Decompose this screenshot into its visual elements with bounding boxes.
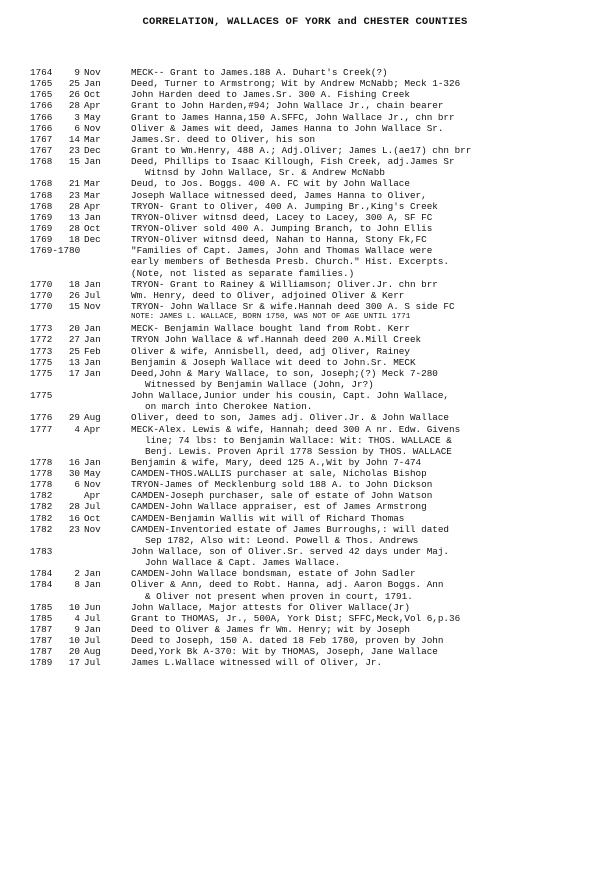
- entry-text: Joseph Wallace witnessed deed, James Hanna to Oliver,: [131, 189, 427, 201]
- entry-year: 1775: [30, 356, 53, 368]
- entry-month: Aug: [84, 412, 101, 424]
- entry-day: 4: [74, 423, 80, 435]
- chronology-entry: [0, 156, 610, 178]
- entry-year: 1787: [30, 635, 53, 647]
- entry-line: [0, 67, 610, 78]
- page-title: CORRELATION, WALLACES OF YORK and CHESTER COUNTIES: [142, 16, 468, 28]
- note-entry: [0, 312, 610, 323]
- note-text: NOTE: JAMES L. WALLACE, BORN 1750, WAS NOT OF AGE UNTIL 1771: [131, 313, 411, 322]
- entry-month: Jan: [84, 456, 101, 468]
- entry-line: [0, 178, 610, 189]
- chronology-entry: [0, 201, 610, 212]
- entry-day: 25: [68, 78, 80, 90]
- chronology-entry: [0, 513, 610, 524]
- entry-text: TRYON- Grant to Oliver, 400 A. Jumping Br.,King's Creek: [131, 200, 438, 212]
- entry-month: May: [84, 111, 101, 123]
- entry-month: Apr: [84, 490, 101, 502]
- entry-day: 28: [68, 100, 80, 112]
- entry-text: Benjamin & Joseph Wallace wit deed to John.Sr. MECK: [131, 356, 416, 368]
- entry-line: [0, 212, 610, 223]
- entry-text: TRYON John Wallace & wf.Hannah deed 200 A.Mill Creek: [131, 334, 422, 346]
- entry-text: TRYON-Oliver witnsd deed, Nahan to Hanna, Stony Fk,FC: [131, 234, 427, 246]
- entry-text: Deed to Joseph, 150 A. dated 18 Feb 1780, proven by John: [131, 635, 444, 647]
- entry-year: 1787: [30, 646, 53, 658]
- entry-month: Apr: [84, 423, 101, 435]
- entry-text: CAMDEN-Inventoried estate of James Burroughs,: will dated: [131, 523, 450, 535]
- entry-text: Oliver & wife, Annisbell, deed, adj Oliver, Rainey: [131, 345, 410, 357]
- entry-line: [0, 624, 610, 635]
- chronology-entry: [0, 479, 610, 490]
- entry-day: 20: [68, 323, 80, 335]
- chronology-entry: [0, 245, 610, 278]
- entry-text: Oliver & James wit deed, James Hanna to John Wallace Sr.: [131, 122, 444, 134]
- entry-text: MECK- Benjamin Wallace bought land from Robt. Kerr: [131, 323, 410, 335]
- entry-line: [0, 145, 610, 156]
- entry-text: CAMDEN-John Wallace bondsman, estate of John Sadler: [131, 568, 416, 580]
- entry-month: Nov: [84, 300, 101, 312]
- entry-line: [0, 568, 610, 579]
- entry-year: 1768: [30, 189, 53, 201]
- entry-day: 13: [68, 356, 80, 368]
- entry-year: 1767: [30, 133, 53, 145]
- entry-month: Jan: [84, 323, 101, 335]
- entry-year: 1768: [30, 156, 53, 168]
- entry-month: Oct: [84, 512, 101, 524]
- entry-line: [0, 301, 610, 312]
- entry-text: Deed,York Bk A-370: Wit by THOMAS, Joseph, Jane Wallace: [131, 646, 438, 658]
- entry-year: 1768: [30, 178, 53, 190]
- entry-year: 1765: [30, 78, 53, 90]
- entry-day: 27: [68, 334, 80, 346]
- entry-line: [0, 346, 610, 357]
- entry-line: [0, 123, 610, 134]
- entry-month: Nov: [84, 523, 101, 535]
- entry-text: CAMDEN-Benjamin Wallis wit will of Richard Thomas: [131, 512, 405, 524]
- entry-text: TRYON-Oliver sold 400 A. Jumping Branch, to John Ellis: [131, 222, 433, 234]
- entry-text: James.Sr. deed to Oliver, his son: [131, 133, 316, 145]
- entry-line: [0, 513, 610, 524]
- entry-day: 23: [68, 523, 80, 535]
- entry-line: [0, 602, 610, 613]
- entry-text: early members of Bethesda Presb. Church." Hist. Excerpts.: [131, 256, 450, 268]
- entry-line: [0, 334, 610, 345]
- entry-day: 3: [74, 111, 80, 123]
- chronology-entry: [0, 346, 610, 357]
- entry-text: Oliver & Ann, deed to Robt. Hanna, adj. Aaron Boggs. Ann: [131, 579, 444, 591]
- entry-year: 1785: [30, 601, 53, 613]
- entry-day: 21: [68, 178, 80, 190]
- entry-year: 1784: [30, 568, 53, 580]
- entry-line: [0, 100, 610, 111]
- entry-text: Sep 1782, Also wit: Leond. Powell & Thos. Andrews: [145, 534, 419, 546]
- entry-text: MECK-Alex. Lewis & wife, Hannah; deed 300 A nr. Edw. Givens: [131, 423, 461, 435]
- entry-text: MECK-- Grant to James.188 A. Duhart's Creek(?): [131, 67, 388, 78]
- entry-day: 20: [68, 646, 80, 658]
- chronology-entry: [0, 290, 610, 301]
- chronology-entry: [0, 234, 610, 245]
- entry-year: 1778: [30, 468, 53, 480]
- entry-day: 10: [68, 635, 80, 647]
- entry-year: 1778: [30, 456, 53, 468]
- entry-text: CAMDEN-THOS.WALLIS purchaser at sale, Nicholas Bishop: [131, 468, 427, 480]
- entry-text: Deed to Oliver & James fr Wm. Henry; wit by Joseph: [131, 624, 410, 636]
- entry-line: [0, 323, 610, 334]
- entry-line: [0, 156, 610, 167]
- chronology-entry: [0, 334, 610, 345]
- entry-text: & Oliver not present when proven in court, 1791.: [145, 590, 413, 602]
- entry-line: [0, 112, 610, 123]
- entry-day: 13: [68, 211, 80, 223]
- entry-month: Aug: [84, 646, 101, 658]
- entry-text: (Note, not listed as separate families.): [131, 267, 355, 279]
- entry-text: Grant to Wm.Henry, 488 A.; Adj.Oliver; James L.(ae17) chn brr: [131, 144, 472, 156]
- entry-year: 1768: [30, 200, 53, 212]
- entry-day: 9: [74, 67, 80, 78]
- entry-month: Jul: [84, 612, 101, 624]
- chronology-entry: [0, 524, 610, 546]
- chronology-entry: [0, 490, 610, 501]
- entry-month: Jan: [84, 356, 101, 368]
- entry-text: Deed,John & Mary Wallace, to son, Joseph;(?) Meck 7-280: [131, 367, 438, 379]
- entry-month: Oct: [84, 222, 101, 234]
- entry-day: 10: [68, 601, 80, 613]
- chronology-entry: [0, 112, 610, 123]
- chronology-entry: [0, 301, 610, 312]
- entry-year: 1785: [30, 612, 53, 624]
- entry-day: 6: [74, 122, 80, 134]
- entry-text: John Wallace,Junior under his cousin, Capt. John Wallace,: [131, 390, 450, 402]
- chronology-entry: [0, 67, 610, 78]
- entry-day: 15: [68, 300, 80, 312]
- entry-day: 6: [74, 479, 80, 491]
- entry-day: 17: [68, 657, 80, 669]
- entry-day: 28: [68, 222, 80, 234]
- entry-line: [0, 290, 610, 301]
- entry-month: Jan: [84, 278, 101, 290]
- entry-month: Mar: [84, 189, 101, 201]
- entry-year: 1765: [30, 89, 53, 101]
- entry-year: 1789: [30, 657, 53, 669]
- entry-line: [0, 546, 610, 557]
- entry-year: 1773: [30, 323, 53, 335]
- entry-year: 1787: [30, 624, 53, 636]
- entry-year: 1783: [30, 546, 53, 558]
- entry-month: Jan: [84, 624, 101, 636]
- entry-day: 16: [68, 456, 80, 468]
- entry-month: Jan: [84, 568, 101, 580]
- entry-text: John Wallace & Capt. James Wallace.: [145, 557, 341, 569]
- chronology-entry: [0, 212, 610, 223]
- chronology-entry: [0, 468, 610, 479]
- chronology-entry: [0, 424, 610, 457]
- entry-day: 15: [68, 156, 80, 168]
- entry-text: Benj. Lewis. Proven April 1778 Session by THOS. WALLACE: [145, 445, 452, 457]
- entry-line: [0, 557, 610, 568]
- entry-month: Jan: [84, 334, 101, 346]
- entry-text: line; 74 lbs: to Benjamin Wallace: Wit: THOS. WALLACE &: [145, 434, 452, 446]
- entry-line: [0, 357, 610, 368]
- chronology-entry: [0, 279, 610, 290]
- chronology-entry: [0, 624, 610, 635]
- entry-year: 1770: [30, 278, 53, 290]
- entry-year: 1769: [30, 211, 53, 223]
- entry-text: Grant to THOMAS, Jr., 500A, York Dist; SFFC,Meck,Vol 6,p.36: [131, 612, 461, 624]
- chronology-entry: [0, 368, 610, 390]
- entry-line: [0, 89, 610, 100]
- entry-month: Jul: [84, 635, 101, 647]
- entry-month: Apr: [84, 200, 101, 212]
- entry-line: [0, 390, 610, 401]
- chronology-entry: [0, 501, 610, 512]
- entry-line: [0, 646, 610, 657]
- entry-text: Deed, Phillips to Isaac Killough, Fish Creek, adj.James Sr: [131, 156, 455, 168]
- chronology-entry: [0, 89, 610, 100]
- entry-year: 1782: [30, 523, 53, 535]
- entry-line: [0, 457, 610, 468]
- entry-day: 2: [74, 568, 80, 580]
- entries-list: [0, 67, 610, 669]
- entry-text: Deud, to Jos. Boggs. 400 A. FC wit by John Wallace: [131, 178, 410, 190]
- entry-line: [0, 635, 610, 646]
- entry-text: Oliver, deed to son, James adj. Oliver.Jr. & John Wallace: [131, 412, 450, 424]
- entry-line: [0, 134, 610, 145]
- entry-line: [0, 490, 610, 501]
- chronology-entry: [0, 123, 610, 134]
- entry-year: 1776: [30, 412, 53, 424]
- entry-line: [0, 468, 610, 479]
- entry-day: 23: [68, 144, 80, 156]
- entry-line: [0, 535, 610, 546]
- entry-line: [0, 312, 610, 323]
- entry-month: Jun: [84, 601, 101, 613]
- entry-day: 17: [68, 367, 80, 379]
- entry-month: Jul: [84, 657, 101, 669]
- entry-year: 1766: [30, 111, 53, 123]
- entry-year: 1769-1780: [30, 245, 81, 257]
- entry-month: Nov: [84, 67, 101, 78]
- entry-line: [0, 524, 610, 535]
- entry-line: [0, 268, 610, 279]
- entry-year: 1766: [30, 100, 53, 112]
- entry-text: Grant to James Hanna,150 A.SFFC, John Wallace Jr., chn brr: [131, 111, 455, 123]
- entry-line: [0, 435, 610, 446]
- entry-year: 1767: [30, 144, 53, 156]
- entry-line: [0, 446, 610, 457]
- entry-month: Feb: [84, 345, 101, 357]
- entry-month: Mar: [84, 133, 101, 145]
- entry-month: Nov: [84, 122, 101, 134]
- entry-year: 1770: [30, 300, 53, 312]
- entry-day: 23: [68, 189, 80, 201]
- entry-month: Jan: [84, 211, 101, 223]
- entry-line: [0, 379, 610, 390]
- entry-line: [0, 256, 610, 267]
- chronology-entry: [0, 613, 610, 624]
- entry-text: James L.Wallace witnessed will of Oliver, Jr.: [131, 657, 383, 669]
- entry-text: CAMDEN-Joseph purchaser, sale of estate of John Watson: [131, 490, 433, 502]
- entry-month: Jan: [84, 156, 101, 168]
- entry-year: 1777: [30, 423, 53, 435]
- entry-text: CAMDEN-John Wallace appraiser, est of James Armstrong: [131, 501, 427, 513]
- entry-year: 1769: [30, 222, 53, 234]
- entry-line: [0, 223, 610, 234]
- entry-day: 28: [68, 200, 80, 212]
- chronology-entry: [0, 579, 610, 601]
- chronology-entry: [0, 657, 610, 668]
- chronology-entry: [0, 635, 610, 646]
- entry-line: [0, 657, 610, 668]
- entry-day: 28: [68, 501, 80, 513]
- entry-month: Jul: [84, 501, 101, 513]
- entry-month: Nov: [84, 479, 101, 491]
- entry-year: 1772: [30, 334, 53, 346]
- entry-day: 16: [68, 512, 80, 524]
- chronology-entry: [0, 546, 610, 568]
- entry-line: [0, 78, 610, 89]
- entry-day: 30: [68, 468, 80, 480]
- entry-line: [0, 591, 610, 602]
- entry-month: Jan: [84, 78, 101, 90]
- entry-month: Jul: [84, 289, 101, 301]
- entry-month: Jan: [84, 367, 101, 379]
- entry-line: [0, 412, 610, 423]
- entry-year: 1784: [30, 579, 53, 591]
- entry-text: TRYON-James of Mecklenburg sold 188 A. to John Dickson: [131, 479, 433, 491]
- entry-text: Deed, Turner to Armstrong; Wit by Andrew McNabb; Meck 1-326: [131, 78, 461, 90]
- entry-year: 1769: [30, 234, 53, 246]
- entry-month: Jan: [84, 579, 101, 591]
- entry-text: John Harden deed to James.Sr. 300 A. Fishing Creek: [131, 89, 410, 101]
- entry-line: [0, 613, 610, 624]
- entry-day: 26: [68, 89, 80, 101]
- chronology-entry: [0, 390, 610, 412]
- entry-text: John Wallace, son of Oliver.Sr. served 42 days under Maj.: [131, 546, 450, 558]
- entry-year: 1782: [30, 512, 53, 524]
- chronology-entry: [0, 457, 610, 468]
- entry-text: Grant to John Harden,#94; John Wallace Jr., chain bearer: [131, 100, 444, 112]
- entry-year: 1773: [30, 345, 53, 357]
- entry-line: [0, 579, 610, 590]
- chronology-entry: [0, 357, 610, 368]
- entry-line: [0, 190, 610, 201]
- entry-text: John Wallace, Major attests for Oliver Wallace(Jr): [131, 601, 410, 613]
- entry-line: [0, 245, 610, 256]
- entry-day: 8: [74, 579, 80, 591]
- entry-line: [0, 234, 610, 245]
- entry-line: [0, 279, 610, 290]
- entry-text: Benjamin & wife, Mary, deed 125 A.,Wit by John 7-474: [131, 456, 422, 468]
- entry-month: Apr: [84, 100, 101, 112]
- entry-line: [0, 201, 610, 212]
- entry-year: 1766: [30, 122, 53, 134]
- entry-line: [0, 501, 610, 512]
- entry-month: Dec: [84, 234, 101, 246]
- entry-text: on march into Cherokee Nation.: [145, 401, 313, 413]
- entry-line: [0, 479, 610, 490]
- entry-month: Mar: [84, 178, 101, 190]
- entry-month: Dec: [84, 144, 101, 156]
- chronology-entry: [0, 646, 610, 657]
- chronology-entry: [0, 145, 610, 156]
- entry-text: TRYON- Grant to Rainey & Williamson; Oliver.Jr. chn brr: [131, 278, 438, 290]
- chronology-entry: [0, 568, 610, 579]
- entry-month: Oct: [84, 89, 101, 101]
- entry-text: "Families of Capt. James, John and Thomas Wallace were: [131, 245, 433, 257]
- entry-text: Witnessed by Benjamin Wallace (John, Jr?): [145, 378, 374, 390]
- entry-text: TRYON- John Wallace Sr & wife.Hannah deed 300 A. S side FC: [131, 300, 455, 312]
- entry-day: 4: [74, 612, 80, 624]
- chronology-entry: [0, 190, 610, 201]
- entry-line: [0, 401, 610, 412]
- entry-year: 1778: [30, 479, 53, 491]
- entry-year: 1782: [30, 501, 53, 513]
- entry-text: Witnsd by John Wallace, Sr. & Andrew McNabb: [145, 167, 385, 179]
- chronology-entry: [0, 223, 610, 234]
- entry-month: May: [84, 468, 101, 480]
- entry-year: 1764: [30, 67, 53, 78]
- chronology-entry: [0, 323, 610, 334]
- entry-day: 18: [68, 234, 80, 246]
- chronology-entry: [0, 178, 610, 189]
- entry-year: 1782: [30, 490, 53, 502]
- entry-line: [0, 424, 610, 435]
- entry-year: 1775: [30, 390, 53, 402]
- chronology-entry: [0, 78, 610, 89]
- entry-day: 9: [74, 624, 80, 636]
- chronology-entry: [0, 412, 610, 423]
- entry-line: [0, 167, 610, 178]
- entry-text: TRYON-Oliver witnsd deed, Lacey to Lacey, 300 A, SF FC: [131, 211, 433, 223]
- chronology-entry: [0, 602, 610, 613]
- entry-year: 1770: [30, 289, 53, 301]
- entry-day: 25: [68, 345, 80, 357]
- entry-day: 14: [68, 133, 80, 145]
- entry-day: 18: [68, 278, 80, 290]
- entry-text: Wm. Henry, deed to Oliver, adjoined Oliver & Kerr: [131, 289, 405, 301]
- entry-day: 29: [68, 412, 80, 424]
- entry-year: 1775: [30, 367, 53, 379]
- entry-day: 26: [68, 289, 80, 301]
- entry-line: [0, 368, 610, 379]
- chronology-entry: [0, 134, 610, 145]
- chronology-entry: [0, 100, 610, 111]
